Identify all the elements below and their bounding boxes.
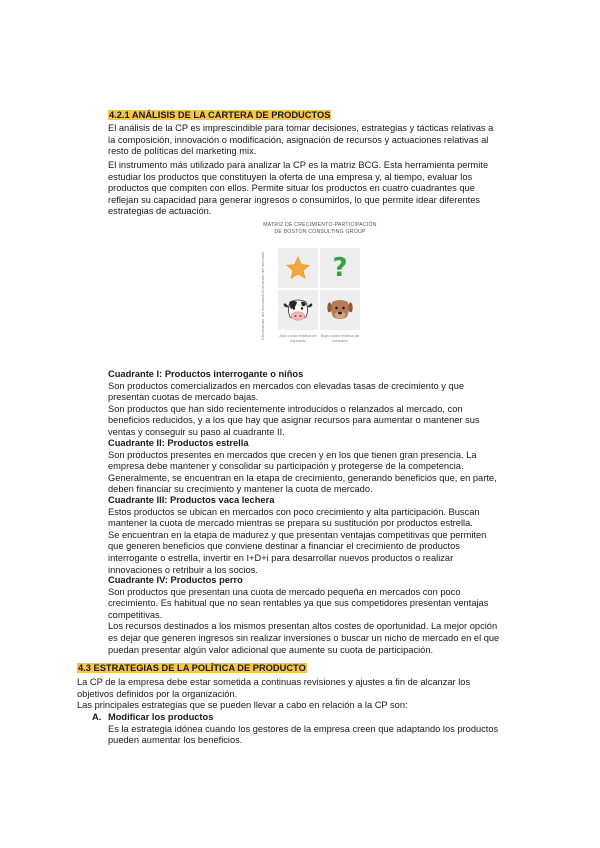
quadrant-star — [278, 248, 318, 288]
quadrant-title: Cuadrante I: Productos interrogante o niños — [108, 369, 304, 379]
text-line: crecimiento. Es habitual que no sean rentables ya que sus competidores presentan ventajas — [108, 598, 489, 609]
list-item-title: Modificar los productos — [108, 712, 214, 722]
text-line: Son productos que han sido recientemente introducidos o relanzados al mercado, con — [108, 403, 463, 414]
text-line: Son productos comercializados en mercados con elevadas tasas de crecimiento y que — [108, 380, 465, 391]
section-heading-cartera — [108, 110, 331, 122]
text-line: interrogante o estrella, invertir en I+D+i para desarrollar nuevos productos o realizar — [108, 552, 454, 563]
list-marker: A. — [92, 712, 102, 722]
quadrant-2-block — [108, 438, 497, 496]
text-line: presentan cuotas de mercado bajas. — [108, 392, 259, 403]
text-line: El análisis de la CP es imprescindible para tomar decisiones, estrategias y tácticas relativas a — [108, 123, 494, 133]
figure-title-line: MATRIZ DE CRECIMIENTO-PARTICIPACIÓN — [263, 222, 377, 228]
text-line: Se encuentran en la etapa de madurez y que presentan ventajas competitivas que permiten — [108, 529, 487, 540]
text-line: Los recursos destinados a los mismos presentan altos costes de oportunidad. La mejor opción — [108, 621, 498, 632]
heading-text: 4.3 ESTRATEGIAS DE LA POLÍTICA DE PRODUCTO — [78, 663, 306, 673]
text-line: puedan presentar algún valor adicional que aumente su cuota de participación. — [108, 644, 434, 655]
text-line: Las principales estrategias que se pueden llevar a cabo en relación a la CP son: — [77, 700, 408, 711]
quadrant-dog — [320, 290, 360, 330]
x-axis-label-low: Baja cuota relativa de mercado — [320, 333, 360, 343]
quadrant-4-block — [108, 575, 499, 656]
text-line: competitivas. — [108, 609, 163, 620]
text-line: Es la estrategia idónea cuando los gestores de la empresa creen que adaptando los productos — [108, 723, 499, 734]
y-axis-label-low: Crecimiento del mercado — [260, 295, 265, 340]
quadrant-3-block — [108, 495, 486, 576]
figure-title-line: DE BOSTON CONSULTING GROUP — [274, 228, 366, 235]
text-line: estudiar los productos que constituyen la oferta de una empresa y, al tiempo, evaluar los — [108, 171, 473, 182]
section-heading-estrategias — [77, 663, 307, 675]
quadrant-1-block — [108, 369, 480, 439]
quadrant-title: Cuadrante II: Productos estrella — [108, 438, 249, 448]
text-line: estrategias de actuación. — [108, 206, 212, 217]
heading-text: 4.2.1 ANÁLISIS DE LA CARTERA DE PRODUCTOS — [109, 110, 331, 120]
bcg-matrix-figure — [258, 222, 382, 358]
x-axis-label-high: Alta cuota relativa de mercado — [279, 333, 317, 343]
y-axis-label-high: Crecimiento del mercado — [260, 251, 265, 296]
text-line: que generen beneficios que conviene destinar a financiar el crecimiento de productos — [108, 541, 460, 552]
text-line: resto de políticas del marketing mix. — [108, 146, 257, 157]
paragraph-estrategias — [77, 677, 470, 712]
text-line: beneficios reducidos, y a los que hay que asignar recursos para aumentar o mantener sus — [108, 415, 480, 426]
star-icon — [278, 248, 318, 288]
dog-icon — [320, 290, 360, 330]
text-line: Son productos presentes en mercados que crecen y en los que tienen gran presencia. La — [108, 449, 477, 460]
text-line: innovaciones o retribuir a los socios. — [108, 564, 258, 575]
text-line: pueden aumentar los beneficios. — [108, 735, 243, 746]
paragraph-intro — [108, 123, 493, 158]
list-item-marker — [92, 712, 101, 724]
text-line: ventas y conseguir su paso al cuadrante II. — [108, 426, 285, 437]
text-line: mantener la cuota de mercado mientras se prepara su sustitución por productos estrella. — [108, 518, 473, 529]
figure-title — [258, 222, 382, 235]
text-line: deben financiar su crecimiento y mantener la cuota de mercado. — [108, 484, 373, 495]
text-line: es dejar que generen ingresos sin realizar inversiones o buscar un nicho de mercado en el que — [108, 632, 500, 643]
quadrant-title: Cuadrante IV: Productos perro — [108, 575, 243, 585]
quadrant-title: Cuadrante III: Productos vaca lechera — [108, 495, 275, 505]
list-item-modificar — [108, 712, 498, 747]
text-line: empresa debe mantener y consolidar su participación y protegerse de la competencia. — [108, 461, 464, 472]
text-line: El instrumento más utilizado para analizar la CP es la matriz BCG. Esta herramienta permite — [108, 160, 489, 170]
quadrant-cow — [278, 290, 318, 330]
text-line: reflejan su capacidad para generar ingresos o consumirlos, lo que permite idear diferentes — [108, 194, 481, 205]
text-line: Estos productos se ubican en mercados con poco crecimiento y alta participación. Buscan — [108, 506, 480, 517]
cow-icon — [278, 290, 318, 330]
text-line: la composición, innovación o modificación, asignación de recursos y actuaciones relativas al — [108, 134, 489, 145]
text-line: Generalmente, se encuentran en la etapa de crecimiento, generando beneficios que, en parte, — [108, 472, 497, 483]
quadrant-question — [320, 248, 360, 288]
text-line: La CP de la empresa debe estar sometida a continuas revisiones y ajustes a fin de alcanzar los — [77, 677, 471, 687]
paragraph-bcg — [108, 160, 488, 218]
text-line: productos que compiten con ellos. Permite situar los productos en cuatro cuadrantes que — [108, 183, 475, 194]
question-mark-icon: ? — [332, 253, 348, 283]
text-line: Son productos que presentan una cuota de mercado pequeña en mercados con poco — [108, 586, 461, 597]
text-line: objetivos definidos por la organización. — [77, 688, 238, 699]
